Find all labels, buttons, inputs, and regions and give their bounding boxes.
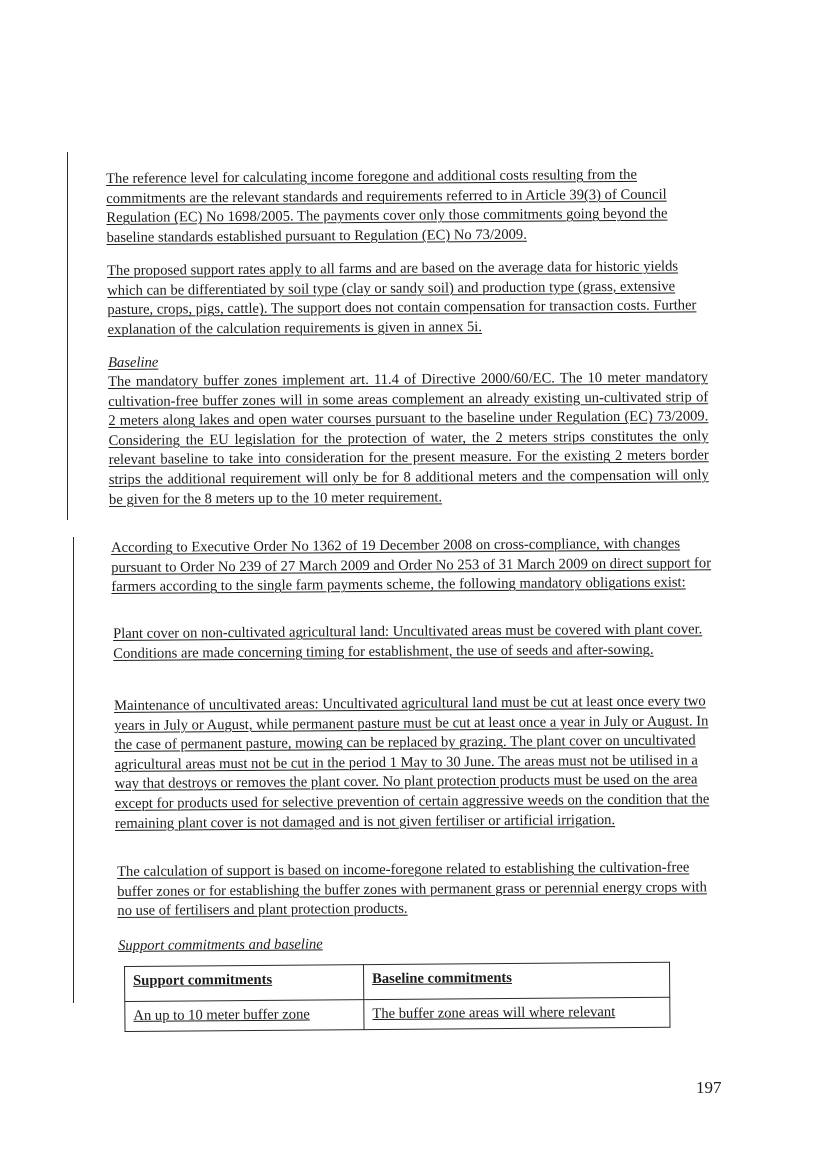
paragraph-support-rates: The proposed support rates apply to all farms and are based on the average data for historic yields which can be differentiated by soil type (clay or sandy soil) and production type (grass, extensive pasture, crops, pigs, cattle). The support does not contain compensation for transaction costs. Further explanation of the calculation requirements is given in annex 5i. (107, 258, 697, 338)
table-header-row (125, 962, 670, 1001)
table-cell: An up to 10 meter buffer zone (125, 1000, 364, 1032)
commitments-table (124, 962, 671, 1032)
support-commitments-heading: Support commitments and baseline (118, 936, 323, 954)
table-header: Support commitments (125, 965, 364, 1002)
paragraph-buffer-zones: The mandatory buffer zones implement art. 11.4 of Directive 2000/60/EC. The 10 meter mandatory cultivation-free buffer zones will in some areas complement an already existing un-cultivated strip of 2 meters along lakes and open water courses pursuant to the baseline under Regulation (EC) 73/2009. Considering the EU legislation for the protection of water, the 2 meters strips constitutes the only relevant baseline to take into consideration for the present measure. For the existing 2 meters border strips the additional requirement will only be for 8 additional meters and the compensation will only be given for the 8 meters up to the 10 meter requirement. (108, 369, 709, 508)
paragraph-maintenance: Maintenance of uncultivated areas: Uncultivated agricultural land must be cut at least once every two years in July or August, while permanent pasture must be cut at least once a year in July or August. In the case of permanent pasture, mowing can be replaced by grazing. The plant cover on uncultivated agricultural areas must not be cut in the period 1 May to 30 June. The areas must not be utilised in a way that destroys or removes the plant cover. No plant protection products must be used on the area except for products used for selective prevention of certain aggressive weeds on the condition that the remaining plant cover is not damaged and is not given fertiliser or artificial irrigation. (114, 693, 710, 832)
table-row (125, 997, 670, 1031)
table-cell: The buffer zone areas will where relevant (364, 997, 670, 1029)
page-number: 197 (696, 1078, 722, 1097)
table-header: Baseline commitments (363, 962, 669, 999)
margin-change-bar-1 (67, 152, 68, 520)
paragraph-executive-order: According to Executive Order No 1362 of 19 December 2008 on cross-compliance, with changes pursuant to Order No 239 of 27 March 2009 and Order No 253 of 31 March 2009 on direct support for farmers according to the single farm payments scheme, the following mandatory obligations exist: (111, 535, 712, 596)
paragraph-calculation: The calculation of support is based on income-foregone related to establishing the cultivation-free buffer zones or for establishing the buffer zones with permanent grass or perennial energy crops with no use of fertilisers and plant protection products. (117, 859, 707, 920)
baseline-heading: Baseline (108, 354, 159, 371)
margin-change-bar-2 (73, 537, 74, 1003)
paragraph-plant-cover: Plant cover on non-cultivated agricultural land: Uncultivated areas must be covered with plant cover. Conditions are made concerning timing for establishment, the use of seeds and after-sowing. (113, 621, 703, 662)
paragraph-reference-level: The reference level for calculating income foregone and additional costs resulting from the commitments are the relevant standards and requirements referred to in Article 39(3) of Council Regulation (EC) No 1698/2005. The payments cover only those commitments going beyond the baseline standards established pursuant to Regulation (EC) No 73/2009. (106, 166, 668, 246)
